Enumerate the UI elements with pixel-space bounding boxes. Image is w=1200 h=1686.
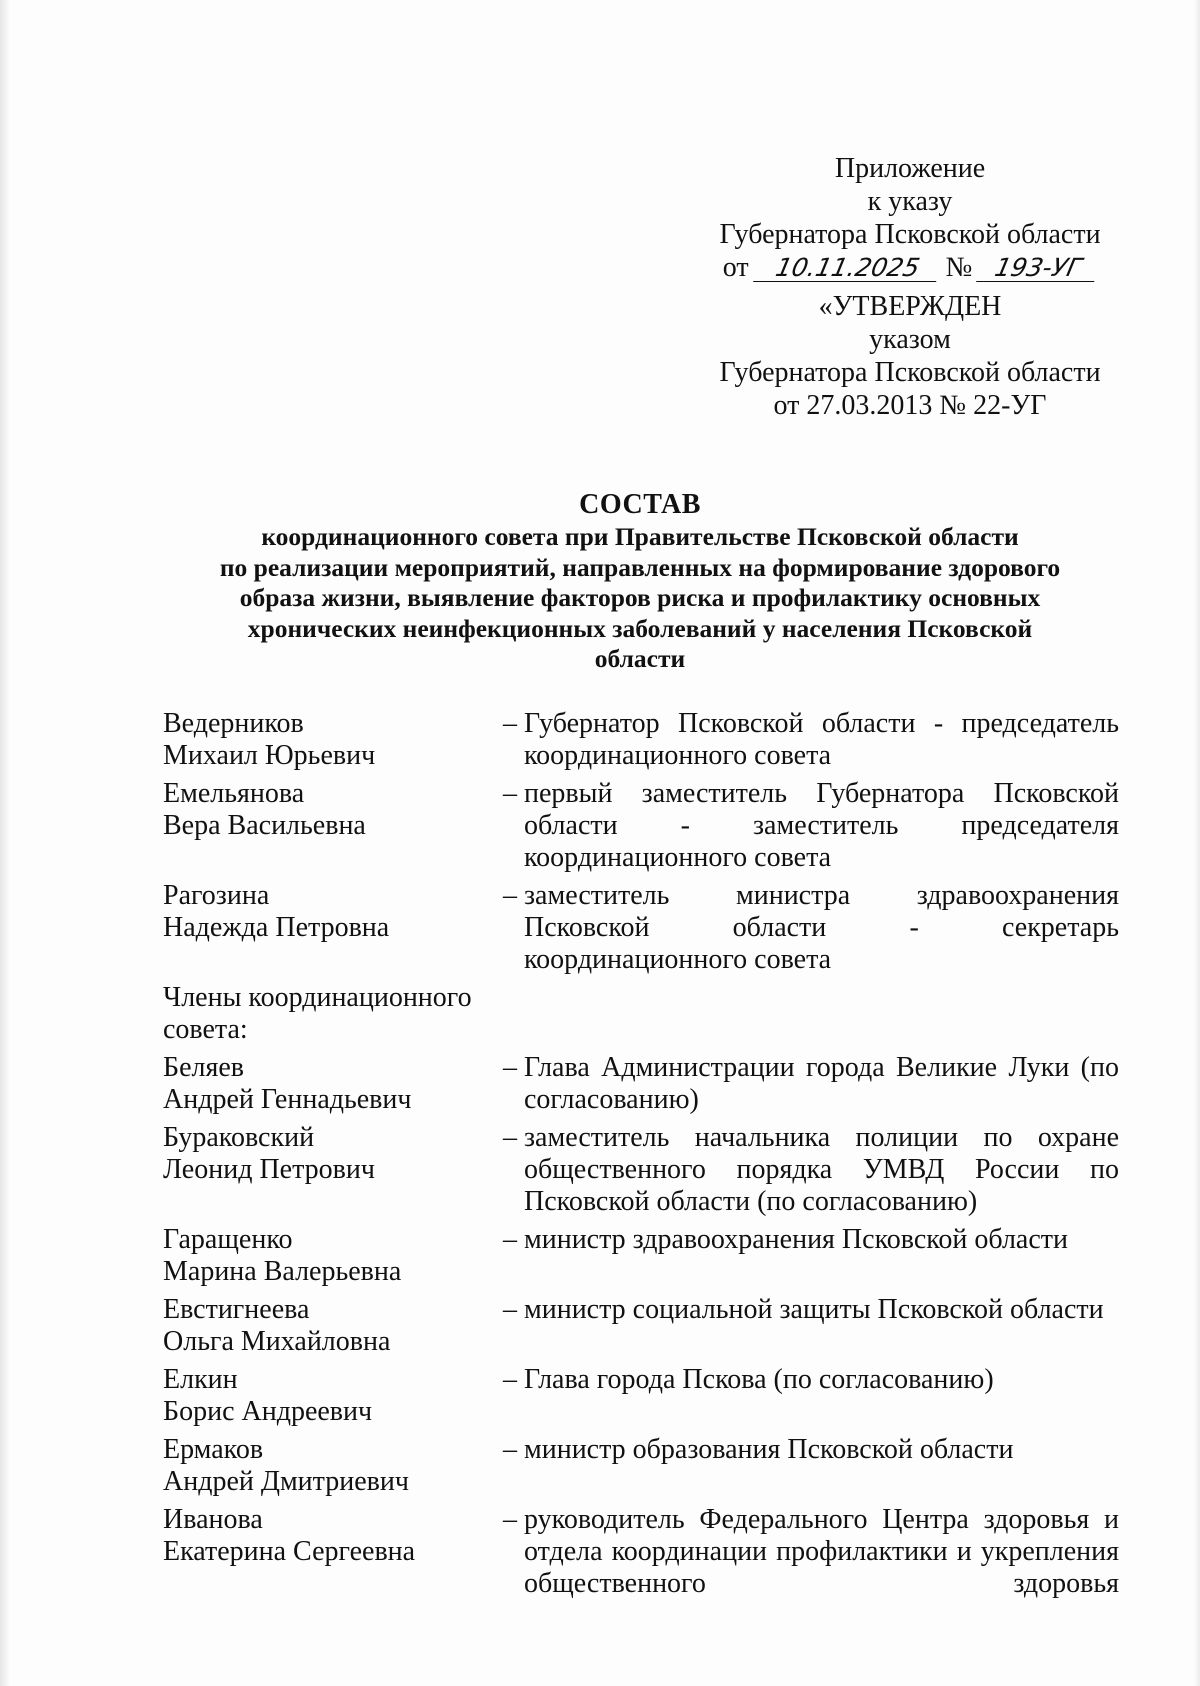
handwritten-date: 10.11.2025: [753, 255, 942, 282]
member-role: Глава города Пскова (по согласованию): [524, 1364, 994, 1395]
scan-edge-left: [0, 0, 10, 1686]
member-role: первый заместитель Губернатора Псковской области - заместитель председателя координационного совета: [524, 778, 1119, 873]
handwritten-number: 193-УГ: [976, 255, 1100, 282]
member-given-name: Надежда Петровна: [163, 912, 390, 943]
document-subtitle-line: области: [594, 644, 686, 673]
member-row: [163, 1294, 1123, 1358]
member-given-name: Вера Васильевна: [163, 810, 366, 841]
dash-separator: –: [503, 1122, 517, 1153]
member-surname: Беляев: [163, 1052, 245, 1083]
member-role: министр образования Псковской области: [524, 1434, 1014, 1465]
members-section-label: Члены координационного совета:: [163, 982, 472, 1045]
dash-separator: –: [503, 1294, 517, 1325]
member-surname: Иванова: [163, 1504, 263, 1535]
appendix-to-decree: к указу: [867, 186, 953, 217]
document-subtitle-line: образа жизни, выявление факторов риска и профилактику основных: [239, 583, 1041, 612]
member-surname: Бураковский: [163, 1122, 315, 1153]
member-name: [163, 1224, 503, 1288]
member-surname: Ведерников: [163, 708, 304, 739]
member-given-name: Екатерина Сергеевна: [163, 1536, 416, 1567]
scan-edge-right: [1194, 0, 1200, 1686]
approved-date-number: от 27.03.2013 № 22-УГ: [773, 390, 1047, 421]
approved-by-decree: указом: [869, 324, 951, 355]
member-given-name: Михаил Юрьевич: [163, 740, 376, 771]
member-name: [163, 880, 503, 944]
member-surname: Ермаков: [163, 1434, 264, 1465]
member-given-name: Леонид Петрович: [163, 1154, 375, 1185]
member-given-name: Ольга Михайловна: [163, 1326, 391, 1357]
member-role: министр здравоохранения Псковской области: [524, 1224, 1069, 1255]
member-role: министр социальной защиты Псковской области: [524, 1294, 1104, 1325]
dash-separator: –: [503, 1052, 517, 1083]
document-subtitle-line: хронических неинфекционных заболеваний у населения Псковской: [247, 613, 1033, 643]
member-row: [163, 1504, 1123, 1600]
member-row: [163, 778, 1123, 874]
member-name: [163, 1364, 503, 1428]
member-given-name: Марина Валерьевна: [163, 1256, 402, 1287]
member-role: руководитель Федерального Центра здоровья и отдела координации профилактики и укрепления общественного здоровья: [524, 1504, 1119, 1599]
council-members-list: [163, 708, 1123, 1606]
member-name: [163, 1122, 503, 1186]
member-surname: Евстигнеева: [163, 1294, 310, 1325]
member-name: [163, 1434, 503, 1498]
dash-separator: –: [503, 880, 517, 911]
member-surname: Емельянова: [163, 778, 305, 809]
approved-title: «УТВЕРЖДЕН: [818, 291, 1002, 322]
member-name: [163, 1504, 503, 1568]
appendix-governor: Губернатора Псковской области: [719, 219, 1101, 250]
member-role: Губернатор Псковской области - председатель координационного совета: [524, 708, 1119, 771]
member-name: [163, 708, 503, 772]
appendix-header: [700, 152, 1120, 284]
member-role: заместитель министра здравоохранения Псковской области - секретарь координационного совета: [524, 880, 1119, 975]
document-subtitle-line: координационного совета при Правительстве Псковской области: [261, 522, 1019, 551]
member-surname: Рагозина: [163, 880, 270, 911]
member-row: [163, 880, 1123, 976]
member-role: Глава Администрации города Великие Луки (по согласованию): [524, 1052, 1119, 1115]
document-subtitle-line: по реализации мероприятий, направленных на формирование здорового: [219, 552, 1061, 582]
appendix-date-number-line: [700, 251, 1120, 284]
approved-governor: Губернатора Псковской области: [719, 357, 1101, 388]
member-role: заместитель начальника полиции по охране общественного порядка УМВД России по Псковской области (по согласованию): [524, 1122, 1119, 1217]
appendix-from-label: от: [722, 252, 749, 283]
member-row: [163, 1364, 1123, 1428]
member-row: [163, 1434, 1123, 1498]
member-row: [163, 1122, 1123, 1218]
member-name: [163, 1294, 503, 1358]
dash-separator: –: [503, 1224, 517, 1255]
dash-separator: –: [503, 1434, 517, 1465]
member-surname: Елкин: [163, 1364, 238, 1395]
member-row: [163, 708, 1123, 772]
dash-separator: –: [503, 708, 517, 739]
dash-separator: –: [503, 1504, 517, 1535]
member-row: [163, 1052, 1123, 1116]
dash-separator: –: [503, 778, 517, 809]
member-surname: Гаращенко: [163, 1224, 293, 1255]
member-name: [163, 778, 503, 842]
dash-separator: –: [503, 1364, 517, 1395]
member-given-name: Андрей Геннадьевич: [163, 1084, 412, 1115]
document-title: СОСТАВ: [579, 489, 701, 520]
member-given-name: Борис Андреевич: [163, 1396, 373, 1427]
approved-block: [700, 290, 1120, 422]
member-name: [163, 1052, 503, 1116]
document-title-block: [150, 488, 1130, 675]
appendix-number-label: №: [945, 252, 973, 283]
appendix-title: Приложение: [834, 153, 986, 184]
member-row: [163, 1224, 1123, 1288]
member-given-name: Андрей Дмитриевич: [163, 1466, 409, 1497]
